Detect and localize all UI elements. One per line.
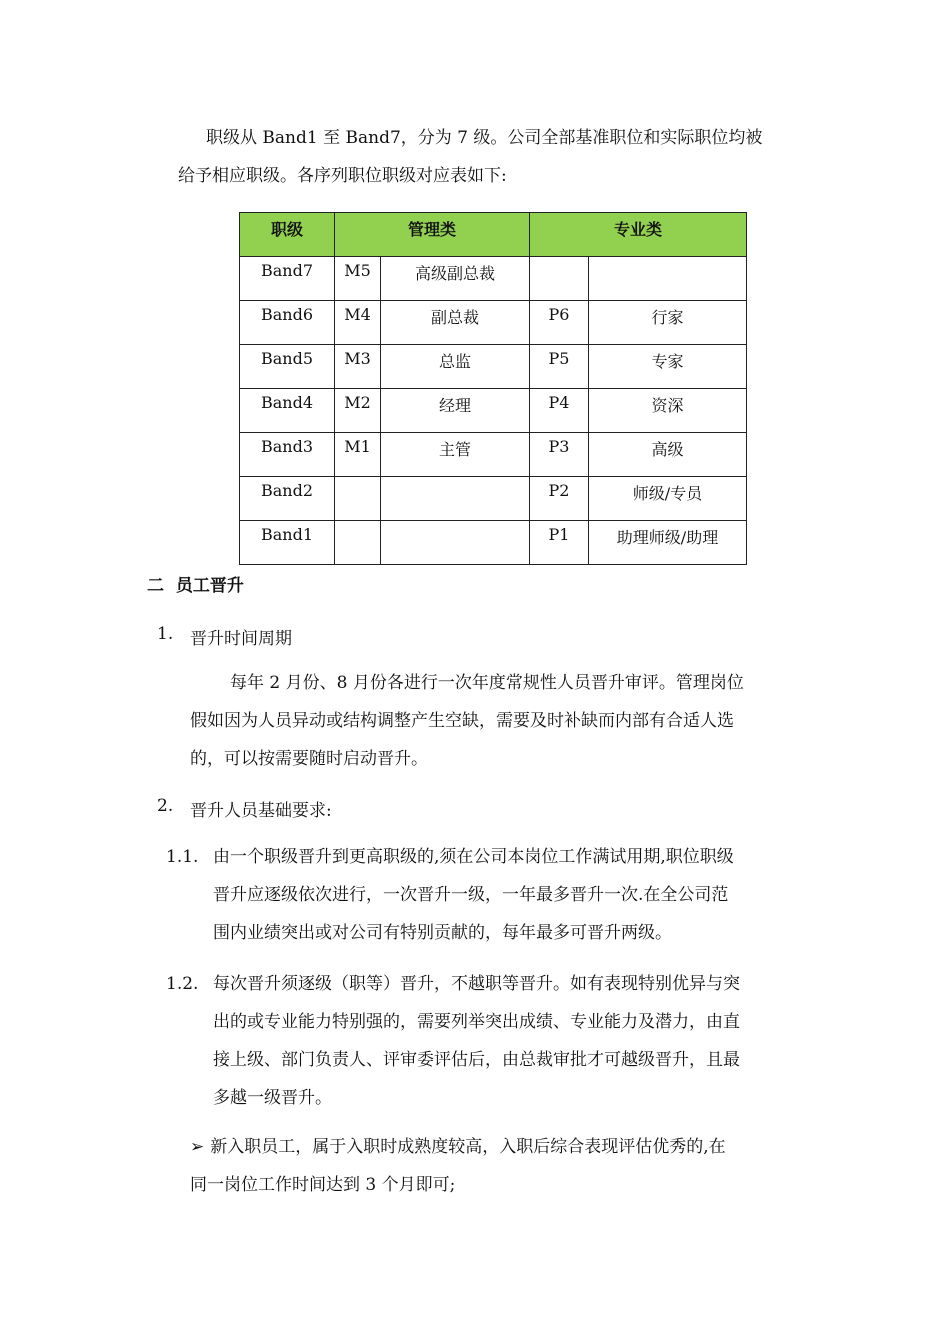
arrow-bullet-icon: ➢ bbox=[190, 1137, 205, 1157]
bullet-line-2: 同一岗位工作时间达到 3 个月即可; bbox=[190, 1175, 456, 1195]
cell-band: Band2 bbox=[240, 477, 335, 521]
item-1-title: 晋升时间周期 bbox=[190, 629, 292, 649]
cell-mgmt-code: M1 bbox=[335, 433, 381, 477]
bullet-line-1: 新入职员工，属于入职时成熟度较高，入职后综合表现评估优秀的,在 bbox=[210, 1137, 726, 1157]
sub-2-line-3: 接上级、部门负责人、评审委评估后，由总裁审批才可越级晋升，且最 bbox=[213, 1050, 740, 1070]
sub-1-body bbox=[213, 838, 813, 952]
cell-mgmt-code: M4 bbox=[335, 301, 381, 345]
table-row bbox=[240, 301, 747, 345]
table-row bbox=[240, 257, 747, 301]
cell-prof-code: P1 bbox=[530, 521, 589, 565]
intro-line-2: 给予相应职级。各序列职位职级对应表如下: bbox=[178, 166, 507, 186]
item-1-body-line-3: 的，可以按需要随时启动晋升。 bbox=[190, 749, 428, 769]
item-2-number: 2. bbox=[157, 796, 174, 816]
cell-band: Band4 bbox=[240, 389, 335, 433]
cell-prof-title: 资深 bbox=[589, 389, 747, 433]
sub-2-line-1: 每次晋升须逐级（职等）晋升，不越职等晋升。如有表现特别优异与突 bbox=[213, 974, 740, 994]
cell-prof-code: P5 bbox=[530, 345, 589, 389]
header-professional: 专业类 bbox=[530, 213, 747, 257]
cell-prof-title: 高级 bbox=[589, 433, 747, 477]
table-header-row bbox=[240, 213, 747, 257]
sub-1-line-3: 围内业绩突出或对公司有特别贡献的，每年最多可晋升两级。 bbox=[213, 923, 672, 943]
section-2-title: 员工晋升 bbox=[175, 576, 244, 596]
cell-mgmt-code bbox=[335, 521, 381, 565]
table-row bbox=[240, 521, 747, 565]
cell-mgmt-code: M5 bbox=[335, 257, 381, 301]
grade-table bbox=[239, 212, 747, 565]
cell-prof-title: 专家 bbox=[589, 345, 747, 389]
cell-mgmt-title: 主管 bbox=[381, 433, 530, 477]
sub-2-body bbox=[213, 965, 813, 1117]
cell-band: Band6 bbox=[240, 301, 335, 345]
cell-prof-title: 助理师级/助理 bbox=[589, 521, 747, 565]
section-2-heading bbox=[147, 571, 244, 596]
sub-1-line-1: 由一个职级晋升到更高职级的,须在公司本岗位工作满试用期,职位职级 bbox=[213, 847, 734, 867]
sub-2-line-4: 多越一级晋升。 bbox=[213, 1088, 332, 1108]
cell-mgmt-code: M3 bbox=[335, 345, 381, 389]
cell-mgmt-code bbox=[335, 477, 381, 521]
intro-paragraph bbox=[178, 119, 818, 195]
sub-2-number: 1.2. bbox=[166, 974, 199, 994]
table-row bbox=[240, 433, 747, 477]
item-1-body bbox=[190, 664, 820, 778]
cell-prof-code bbox=[530, 257, 589, 301]
cell-mgmt-title bbox=[381, 521, 530, 565]
header-grade: 职级 bbox=[240, 213, 335, 257]
item-1-body-line-2: 假如因为人员异动或结构调整产生空缺，需要及时补缺而内部有合适人选 bbox=[190, 711, 734, 731]
cell-band: Band1 bbox=[240, 521, 335, 565]
cell-mgmt-title: 副总裁 bbox=[381, 301, 530, 345]
cell-band: Band7 bbox=[240, 257, 335, 301]
cell-mgmt-title bbox=[381, 477, 530, 521]
cell-prof-title: 师级/专员 bbox=[589, 477, 747, 521]
table-row bbox=[240, 477, 747, 521]
sub-1-number: 1.1. bbox=[166, 847, 199, 867]
cell-prof-title bbox=[589, 257, 747, 301]
table-row bbox=[240, 345, 747, 389]
sub-2-line-2: 出的或专业能力特别强的，需要列举突出成绩、专业能力及潜力，由直 bbox=[213, 1012, 740, 1032]
cell-mgmt-code: M2 bbox=[335, 389, 381, 433]
bullet-item bbox=[190, 1128, 820, 1204]
sub-1-line-2: 晋升应逐级依次进行，一次晋升一级，一年最多晋升一次.在全公司范 bbox=[213, 885, 729, 905]
header-management: 管理类 bbox=[335, 213, 530, 257]
item-1-number: 1. bbox=[157, 624, 174, 644]
cell-prof-code: P2 bbox=[530, 477, 589, 521]
cell-mgmt-title: 高级副总裁 bbox=[381, 257, 530, 301]
intro-line-1: 职级从 Band1 至 Band7，分为 7 级。公司全部基准职位和实际职位均被 bbox=[206, 128, 763, 148]
item-1-body-line-1: 每年 2 月份、8 月份各进行一次年度常规性人员晋升审评。管理岗位 bbox=[230, 673, 744, 693]
cell-prof-code: P6 bbox=[530, 301, 589, 345]
section-2-number: 二 bbox=[147, 576, 164, 596]
cell-band: Band3 bbox=[240, 433, 335, 477]
cell-band: Band5 bbox=[240, 345, 335, 389]
item-2-title: 晋升人员基础要求: bbox=[190, 801, 332, 821]
cell-prof-title: 行家 bbox=[589, 301, 747, 345]
cell-prof-code: P4 bbox=[530, 389, 589, 433]
table-row bbox=[240, 389, 747, 433]
cell-prof-code: P3 bbox=[530, 433, 589, 477]
cell-mgmt-title: 总监 bbox=[381, 345, 530, 389]
cell-mgmt-title: 经理 bbox=[381, 389, 530, 433]
